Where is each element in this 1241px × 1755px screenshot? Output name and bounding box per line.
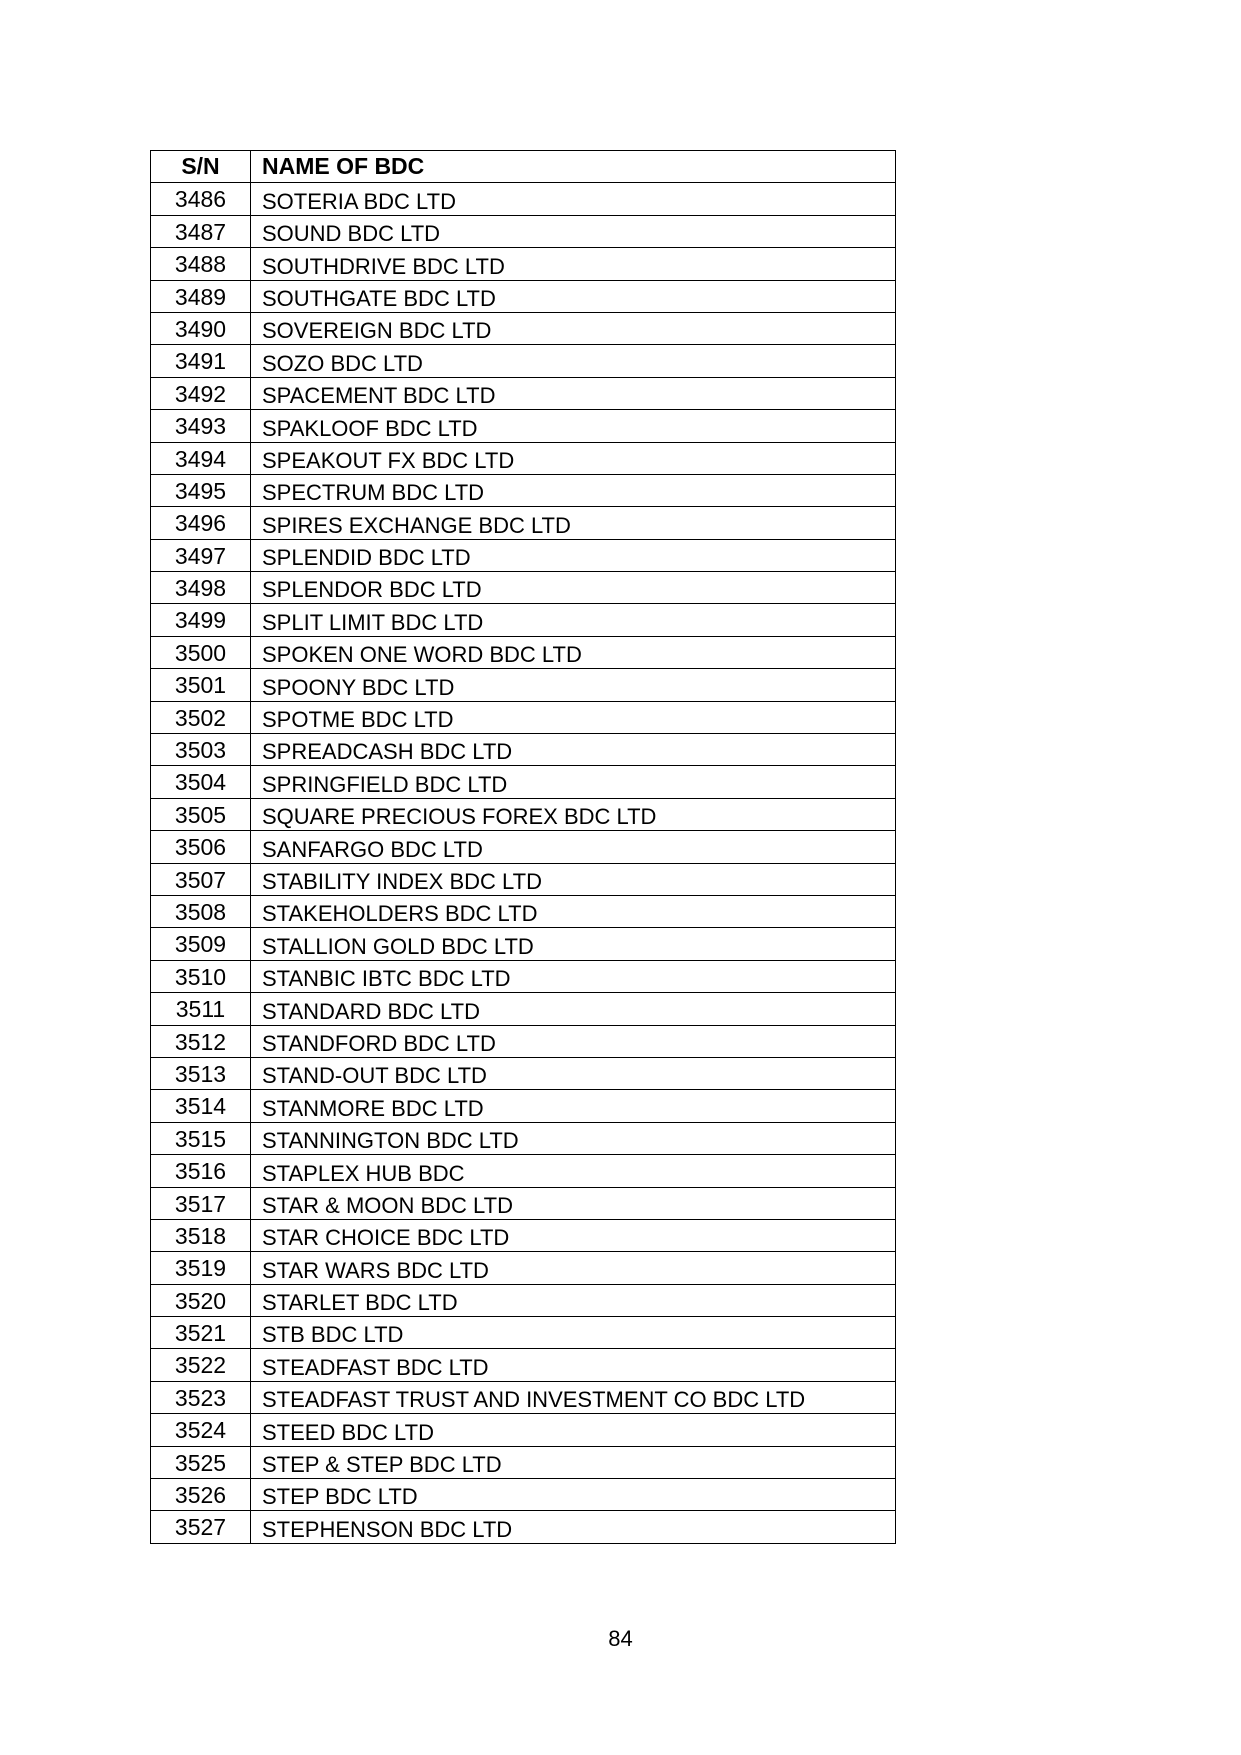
serial-number-cell: 3503 (151, 734, 251, 766)
serial-number-cell: 3523 (151, 1381, 251, 1413)
bdc-name-cell: SOTERIA BDC LTD (251, 183, 896, 215)
bdc-name-cell: SOVEREIGN BDC LTD (251, 312, 896, 344)
serial-number-cell: 3524 (151, 1414, 251, 1446)
serial-number-cell: 3509 (151, 928, 251, 960)
bdc-name-cell: STAR & MOON BDC LTD (251, 1187, 896, 1219)
bdc-name-cell: STALLION GOLD BDC LTD (251, 928, 896, 960)
serial-number-cell: 3527 (151, 1511, 251, 1543)
bdc-name-cell: STAPLEX HUB BDC (251, 1155, 896, 1187)
bdc-name-cell: STEP & STEP BDC LTD (251, 1446, 896, 1478)
table-row (151, 345, 896, 377)
table-row (151, 895, 896, 927)
bdc-name-cell: STANDARD BDC LTD (251, 993, 896, 1025)
bdc-name-cell: SPRINGFIELD BDC LTD (251, 766, 896, 798)
table-row (151, 1446, 896, 1478)
table-row (151, 1090, 896, 1122)
serial-number-cell: 3505 (151, 798, 251, 830)
serial-number-cell: 3513 (151, 1057, 251, 1089)
bdc-name-cell: SPLENDOR BDC LTD (251, 572, 896, 604)
table-row (151, 669, 896, 701)
table-row (151, 474, 896, 506)
bdc-name-cell: STEED BDC LTD (251, 1414, 896, 1446)
serial-number-cell: 3521 (151, 1317, 251, 1349)
table-row (151, 1219, 896, 1251)
table-row (151, 280, 896, 312)
table-row (151, 377, 896, 409)
bdc-name-cell: SOUTHDRIVE BDC LTD (251, 248, 896, 280)
table-row (151, 1025, 896, 1057)
table-row (151, 410, 896, 442)
table-row (151, 1284, 896, 1316)
table-row (151, 1349, 896, 1381)
bdc-name-cell: SPEAKOUT FX BDC LTD (251, 442, 896, 474)
serial-number-cell: 3504 (151, 766, 251, 798)
serial-number-cell: 3526 (151, 1479, 251, 1511)
bdc-name-cell: STB BDC LTD (251, 1317, 896, 1349)
table-row (151, 798, 896, 830)
serial-number-cell: 3517 (151, 1187, 251, 1219)
bdc-name-cell: SPACEMENT BDC LTD (251, 377, 896, 409)
table-row (151, 215, 896, 247)
table-row (151, 636, 896, 668)
table-row (151, 1381, 896, 1413)
bdc-name-cell: SPOKEN ONE WORD BDC LTD (251, 636, 896, 668)
bdc-name-cell: SQUARE PRECIOUS FOREX BDC LTD (251, 798, 896, 830)
bdc-name-cell: SPOONY BDC LTD (251, 669, 896, 701)
table-row (151, 1187, 896, 1219)
bdc-name-cell: SPIRES EXCHANGE BDC LTD (251, 507, 896, 539)
serial-number-cell: 3515 (151, 1122, 251, 1154)
serial-number-cell: 3514 (151, 1090, 251, 1122)
bdc-name-cell: SPECTRUM BDC LTD (251, 474, 896, 506)
bdc-name-header: NAME OF BDC (251, 151, 896, 183)
serial-number-cell: 3502 (151, 701, 251, 733)
table-row (151, 1252, 896, 1284)
bdc-name-cell: SPREADCASH BDC LTD (251, 734, 896, 766)
table-row (151, 507, 896, 539)
bdc-name-cell: STEP BDC LTD (251, 1479, 896, 1511)
serial-number-cell: 3507 (151, 863, 251, 895)
table-row (151, 701, 896, 733)
table-row (151, 248, 896, 280)
page-number: 84 (608, 1626, 633, 1651)
serial-number-cell: 3506 (151, 831, 251, 863)
table-row (151, 766, 896, 798)
table-row (151, 442, 896, 474)
serial-number-cell: 3494 (151, 442, 251, 474)
table-row (151, 863, 896, 895)
bdc-name-cell: SOUND BDC LTD (251, 215, 896, 247)
serial-number-cell: 3508 (151, 895, 251, 927)
serial-number-cell: 3499 (151, 604, 251, 636)
serial-number-cell: 3522 (151, 1349, 251, 1381)
bdc-name-cell: STEADFAST TRUST AND INVESTMENT CO BDC LTD (251, 1381, 896, 1413)
table-row (151, 993, 896, 1025)
bdc-name-cell: SOUTHGATE BDC LTD (251, 280, 896, 312)
bdc-name-cell: SPAKLOOF BDC LTD (251, 410, 896, 442)
serial-number-cell: 3490 (151, 312, 251, 344)
table-header-row (151, 151, 896, 183)
bdc-name-cell: SPLENDID BDC LTD (251, 539, 896, 571)
serial-number-cell: 3492 (151, 377, 251, 409)
serial-number-cell: 3518 (151, 1219, 251, 1251)
serial-number-cell: 3489 (151, 280, 251, 312)
table-body (151, 183, 896, 1543)
table-row (151, 960, 896, 992)
serial-number-cell: 3512 (151, 1025, 251, 1057)
serial-number-cell: 3520 (151, 1284, 251, 1316)
table-row (151, 1414, 896, 1446)
serial-number-cell: 3511 (151, 993, 251, 1025)
table-row (151, 928, 896, 960)
bdc-name-cell: STAR CHOICE BDC LTD (251, 1219, 896, 1251)
table-row (151, 539, 896, 571)
table-row (151, 604, 896, 636)
bdc-name-cell: SOZO BDC LTD (251, 345, 896, 377)
serial-number-cell: 3525 (151, 1446, 251, 1478)
serial-number-cell: 3519 (151, 1252, 251, 1284)
bdc-name-cell: SANFARGO BDC LTD (251, 831, 896, 863)
table-row (151, 183, 896, 215)
serial-number-cell: 3496 (151, 507, 251, 539)
bdc-name-cell: STANDFORD BDC LTD (251, 1025, 896, 1057)
serial-number-cell: 3501 (151, 669, 251, 701)
serial-number-cell: 3498 (151, 572, 251, 604)
table-row (151, 1122, 896, 1154)
bdc-name-cell: STARLET BDC LTD (251, 1284, 896, 1316)
table-row (151, 1155, 896, 1187)
serial-number-cell: 3516 (151, 1155, 251, 1187)
bdc-name-cell: STAND-OUT BDC LTD (251, 1057, 896, 1089)
bdc-name-cell: SPLIT LIMIT BDC LTD (251, 604, 896, 636)
serial-number-cell: 3497 (151, 539, 251, 571)
bdc-name-cell: SPOTME BDC LTD (251, 701, 896, 733)
serial-number-header: S/N (151, 151, 251, 183)
serial-number-cell: 3493 (151, 410, 251, 442)
table-row (151, 312, 896, 344)
bdc-name-cell: STANNINGTON BDC LTD (251, 1122, 896, 1154)
bdc-name-cell: STANMORE BDC LTD (251, 1090, 896, 1122)
bdc-name-cell: STABILITY INDEX BDC LTD (251, 863, 896, 895)
bdc-name-cell: STAKEHOLDERS BDC LTD (251, 895, 896, 927)
serial-number-cell: 3486 (151, 183, 251, 215)
table-row (151, 1317, 896, 1349)
serial-number-cell: 3500 (151, 636, 251, 668)
serial-number-cell: 3495 (151, 474, 251, 506)
table-row (151, 1511, 896, 1543)
table-row (151, 1479, 896, 1511)
table-row (151, 831, 896, 863)
bdc-name-cell: STANBIC IBTC BDC LTD (251, 960, 896, 992)
serial-number-cell: 3487 (151, 215, 251, 247)
serial-number-cell: 3510 (151, 960, 251, 992)
table-row (151, 734, 896, 766)
bdc-name-cell: STEADFAST BDC LTD (251, 1349, 896, 1381)
table-row (151, 572, 896, 604)
serial-number-cell: 3491 (151, 345, 251, 377)
bdc-name-cell: STAR WARS BDC LTD (251, 1252, 896, 1284)
bdc-name-cell: STEPHENSON BDC LTD (251, 1511, 896, 1543)
serial-number-cell: 3488 (151, 248, 251, 280)
bdc-list-table (150, 150, 896, 1544)
table-row (151, 1057, 896, 1089)
